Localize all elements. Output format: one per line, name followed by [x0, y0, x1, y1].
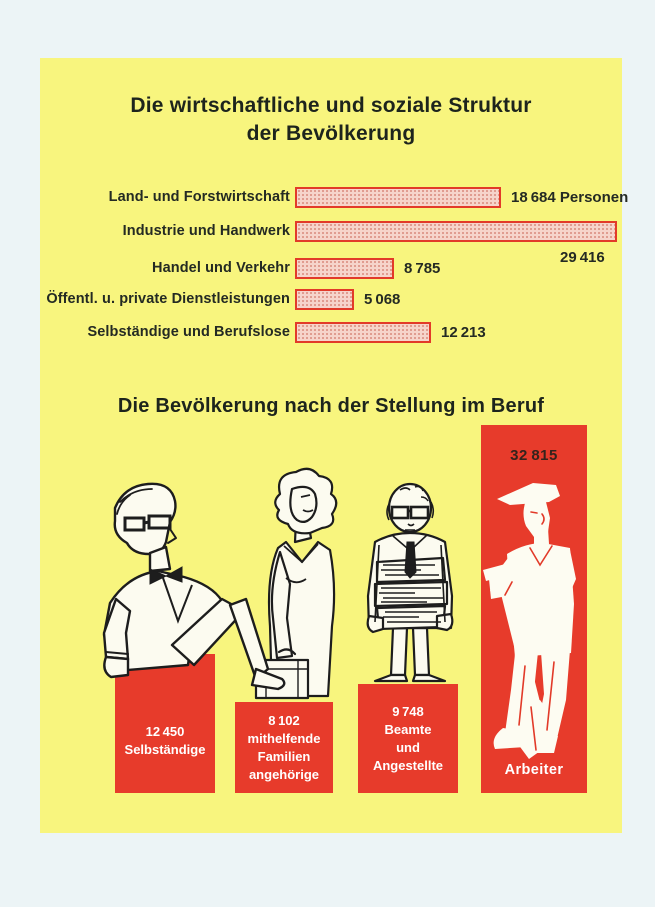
pedestal-label: Arbeiter: [504, 762, 564, 778]
pedestal-value: 8 102: [268, 712, 300, 728]
pedestal-label: Familien: [257, 748, 311, 764]
pedestal-mithelfende-familienangehoerige: [235, 702, 333, 793]
pedestal-label: angehörige: [248, 766, 320, 782]
bar-land-forstwirtschaft: [295, 187, 501, 208]
pedestal-label: und: [396, 739, 420, 755]
pedestal-value: 9 748: [392, 703, 424, 719]
pedestal-label: Beamte: [384, 721, 432, 737]
bar-industrie-handwerk: [295, 221, 617, 242]
pedestal-label: Selbständige: [124, 741, 206, 757]
bar-row-dienstleistungen: [40, 288, 622, 310]
bar-category-label: Land- und Forstwirtschaft: [108, 189, 290, 205]
page-title-line1: Die wirtschaftliche und soziale Struktur: [130, 94, 532, 117]
pedestal-value: 32 815: [510, 447, 558, 464]
bar-dienstleistungen: [295, 289, 354, 310]
pedestal-beamte-angestellte: [358, 684, 458, 793]
section-title: Die Bevölkerung nach der Stellung im Beruf: [117, 395, 545, 417]
page-title: [40, 92, 622, 148]
bar-value-label: 12 213: [441, 323, 486, 341]
bar-value-label: 5 068: [364, 290, 401, 308]
bar-value-label-industrie: 29 416: [560, 249, 605, 266]
bar-row-handel-verkehr: [40, 257, 622, 279]
bar-handel-verkehr: [295, 258, 394, 279]
bar-row-land-forstwirtschaft: [40, 186, 629, 208]
bar-category-label: Selbständige und Berufslose: [87, 324, 290, 340]
pedestal-arbeiter: [481, 425, 587, 793]
bar-row-selbstaendige-berufslose: [40, 321, 622, 343]
infographic-card: [40, 58, 629, 833]
seated-businessman-illustration: [70, 473, 300, 713]
clerk-with-files-illustration: [355, 478, 465, 684]
bar-value-label: 18 684 Personen: [511, 188, 629, 206]
bar-value-label: 8 785: [404, 259, 441, 277]
page-title-line2: der Bevölkerung: [246, 122, 416, 145]
bar-row-industrie-handwerk: [40, 220, 622, 242]
pedestal-value: 12 450: [145, 723, 185, 739]
pedestal-label: Angestellte: [372, 757, 444, 773]
bar-selbstaendige-berufslose: [295, 322, 431, 343]
bar-category-label: Handel und Verkehr: [152, 260, 290, 276]
worker-with-shovel-illustration: [481, 474, 587, 759]
pedestal-label: mithelfende: [247, 730, 321, 746]
bar-category-label: Öffentl. u. private Dienstleistungen: [46, 291, 290, 307]
bar-category-label: Industrie und Handwerk: [122, 223, 290, 239]
